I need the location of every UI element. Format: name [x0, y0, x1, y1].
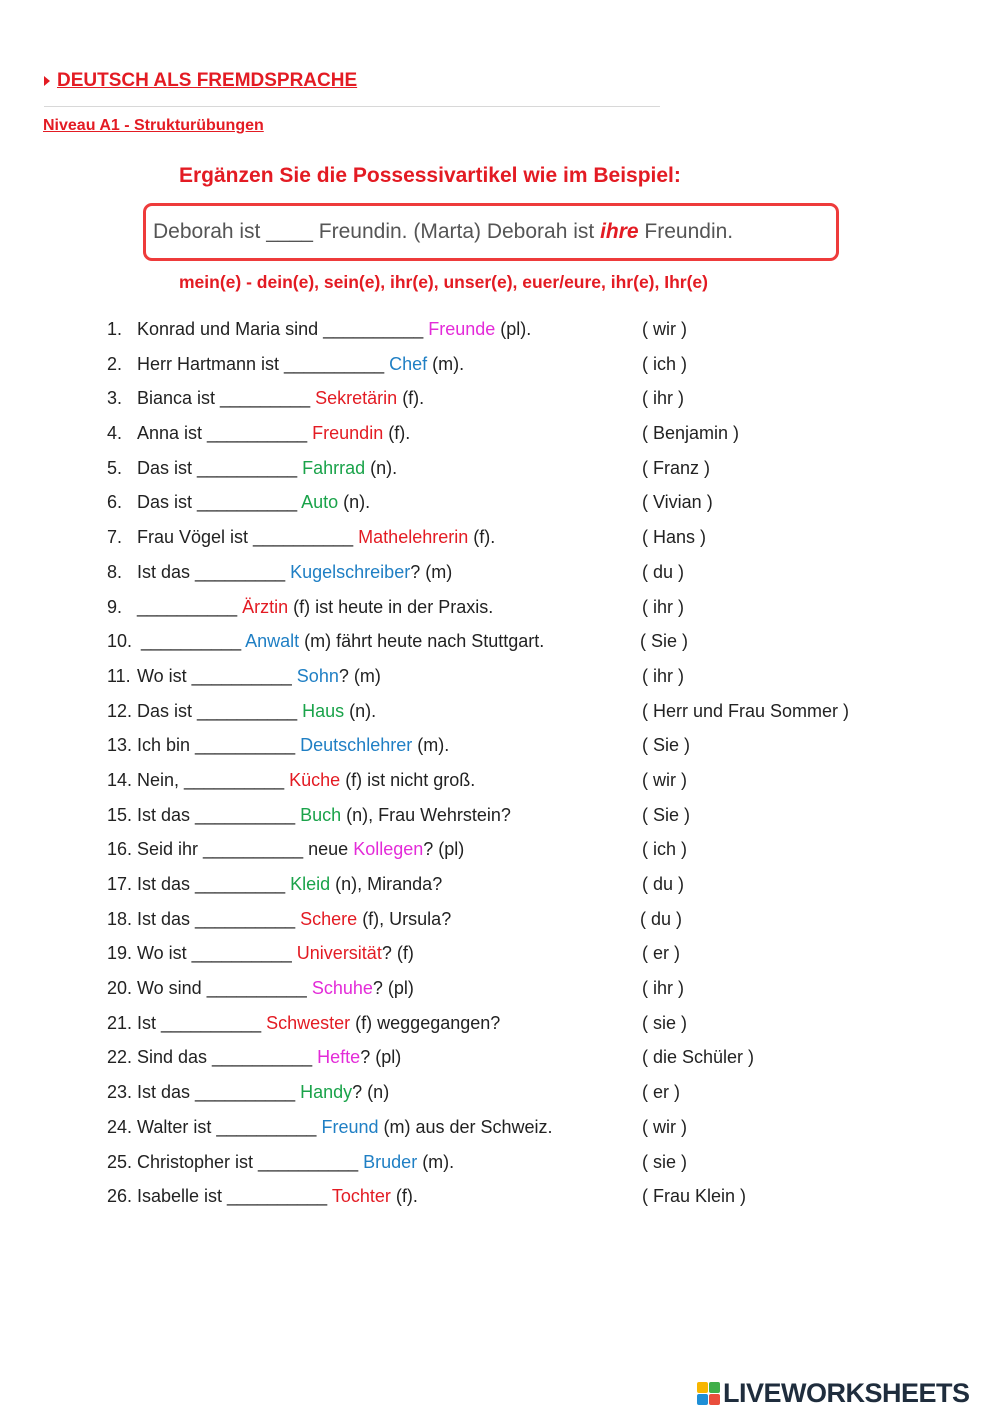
- exercise-sentence: [137, 1179, 418, 1214]
- exercise-number: 2.: [107, 353, 123, 374]
- pronoun-hint: ( Franz ): [642, 457, 711, 478]
- pronoun-hint: ( Hans ): [642, 527, 707, 548]
- exercise-sentence: [141, 624, 544, 659]
- sentence-start: Konrad und Maria sind __________: [137, 319, 429, 339]
- level-subtitle: Niveau A1 - Strukturübungen: [43, 117, 264, 134]
- sentence-start: Isabelle ist __________: [137, 1186, 332, 1207]
- logo-square: [709, 1382, 720, 1393]
- exercise-sentence: [137, 832, 464, 867]
- noun: Chef: [389, 353, 428, 374]
- sentence-end: (m).: [412, 735, 450, 756]
- sentence-end: ? (f): [381, 943, 414, 964]
- noun: Anwalt: [245, 631, 300, 652]
- noun: Schere: [300, 908, 358, 929]
- exercise-number: 9.: [107, 596, 123, 617]
- logo-square: [697, 1382, 708, 1393]
- noun: Mathelehrerin: [358, 527, 469, 548]
- sentence-start: Nein, __________: [137, 769, 290, 790]
- exercise-sentence: [137, 867, 442, 902]
- pronoun-hint: ( ich ): [642, 353, 687, 374]
- noun: Haus: [302, 700, 345, 721]
- exercise-number: 11.: [107, 665, 131, 686]
- divider: [44, 106, 660, 107]
- sentence-end: (m) aus der Schweiz.: [378, 1116, 553, 1137]
- sentence-end: (f) ist heute in der Praxis.: [288, 596, 494, 617]
- exercise-row: [0, 971, 1000, 1006]
- noun: Sekretärin: [315, 388, 398, 409]
- sentence-start: Walter ist __________: [137, 1116, 322, 1137]
- pronoun-hint: ( du ): [642, 561, 685, 582]
- noun: Tochter: [331, 1186, 391, 1207]
- noun: Handy: [300, 1082, 353, 1103]
- exercise-row: [0, 555, 1000, 590]
- exercise-row: [0, 1075, 1000, 1110]
- exercise-sentence: [137, 312, 531, 347]
- pronoun-hint: ( ihr ): [642, 596, 684, 617]
- exercise-number: 16.: [107, 839, 133, 860]
- exercise-row: [0, 902, 1000, 937]
- noun: Buch: [300, 804, 342, 825]
- example-answer: ihre: [600, 220, 639, 243]
- noun: Sohn: [296, 665, 339, 686]
- sentence-start: Das ist __________: [137, 700, 303, 721]
- pronoun-hint: ( ihr ): [642, 978, 684, 999]
- sentence-start: Wo sind __________: [137, 978, 312, 999]
- sentence-start: Ich bin __________: [137, 735, 301, 756]
- exercise-row: [0, 867, 1000, 902]
- exercise-number: 22.: [107, 1047, 133, 1068]
- exercise-row: [0, 694, 1000, 729]
- exercise-number: 21.: [107, 1012, 133, 1033]
- exercise-number: 3.: [107, 388, 123, 409]
- pronoun-hint: ( Herr und Frau Sommer ): [642, 700, 850, 721]
- sentence-end: (n), Miranda?: [330, 874, 443, 894]
- triangle-bullet-icon: [44, 76, 50, 86]
- exercise-row: [0, 381, 1000, 416]
- exercise-instruction: Ergänzen Sie die Possessivartikel wie im Beispiel:: [179, 164, 681, 187]
- noun: Universität: [296, 943, 382, 964]
- exercise-sentence: [137, 1110, 553, 1145]
- sentence-end: (n), Frau Wehrstein?: [341, 804, 511, 825]
- sentence-start: Ist das __________: [137, 908, 301, 929]
- sentence-end: (f).: [468, 527, 496, 548]
- exercise-sentence: [137, 347, 464, 382]
- sentence-end: (pl).: [495, 319, 532, 339]
- sentence-end: (m).: [427, 353, 465, 374]
- sentence-end: (f).: [397, 388, 425, 409]
- pronoun-hint: ( ihr ): [642, 388, 684, 409]
- sentence-end: ? (pl): [360, 1047, 402, 1068]
- sentence-end: ? (m): [338, 665, 381, 686]
- exercise-number: 5.: [107, 457, 123, 478]
- sentence-start: Herr Hartmann ist __________: [137, 353, 390, 374]
- exercise-row: [0, 312, 1000, 347]
- exercise-sentence: [137, 902, 451, 937]
- sentence-start: Bianca ist _________: [137, 388, 316, 409]
- pronoun-hint: ( sie ): [642, 1012, 687, 1033]
- pronoun-hint: ( ich ): [642, 839, 687, 860]
- sentence-end: (f), Ursula?: [357, 908, 452, 929]
- pronoun-hint: ( er ): [642, 1082, 680, 1103]
- sentence-end: ? (n): [352, 1082, 390, 1103]
- exercise-sentence: [137, 1075, 389, 1110]
- example-prefix: Deborah ist ____ Freundin. (Marta) Deborah ist: [153, 220, 601, 243]
- logo-square: [697, 1394, 708, 1405]
- exercise-sentence: [137, 936, 414, 971]
- noun: Bruder: [363, 1151, 418, 1172]
- pronoun-hint: ( er ): [642, 943, 680, 964]
- logo-mark-icon: [697, 1382, 720, 1405]
- pronoun-hint: ( Benjamin ): [642, 423, 740, 444]
- exercise-sentence: [137, 763, 475, 798]
- exercise-number: 1.: [107, 319, 123, 339]
- exercise-row: [0, 416, 1000, 451]
- exercise-row: [0, 659, 1000, 694]
- example-box: [143, 203, 839, 261]
- pronoun-hint: ( ihr ): [642, 665, 684, 686]
- exercise-sentence: [137, 1145, 454, 1180]
- sentence-end: ? (pl): [423, 839, 465, 860]
- exercise-row: [0, 1040, 1000, 1075]
- sentence-start: Christopher ist __________: [137, 1151, 364, 1172]
- pronoun-hint: ( sie ): [642, 1151, 687, 1172]
- liveworksheets-logo: [697, 1378, 970, 1409]
- sentence-start: Wo ist __________: [137, 665, 297, 686]
- sentence-end: (m).: [417, 1151, 455, 1172]
- exercise-number: 25.: [107, 1151, 133, 1172]
- sentence-start: Ist das __________: [137, 804, 301, 825]
- exercise-row: [0, 936, 1000, 971]
- sentence-start: Frau Vögel ist __________: [137, 527, 359, 548]
- exercise-number: 4.: [107, 423, 123, 444]
- sentence-end: (f).: [383, 423, 411, 444]
- pronoun-hint: ( Sie ): [642, 735, 691, 756]
- sentence-start: Das ist __________: [137, 457, 303, 478]
- exercise-number: 17.: [107, 874, 133, 894]
- noun: Deutschlehrer: [300, 735, 413, 756]
- logo-square: [709, 1394, 720, 1405]
- sentence-start: Ist das _________: [137, 874, 291, 894]
- pronoun-hint: ( du ): [640, 908, 683, 929]
- noun: Freund: [321, 1116, 379, 1137]
- exercise-row: [0, 1110, 1000, 1145]
- sentence-start: Ist __________: [137, 1012, 267, 1033]
- sentence-end: ? (pl): [372, 978, 414, 999]
- noun: Kleid: [290, 874, 331, 894]
- exercise-row: [0, 520, 1000, 555]
- noun: Freunde: [428, 319, 496, 339]
- exercise-sentence: [137, 451, 397, 486]
- document-title-text: DEUTSCH ALS FREMDSPRACHE: [57, 70, 358, 91]
- exercise-sentence: [137, 659, 381, 694]
- exercise-number: 15.: [107, 804, 133, 825]
- document-title: [44, 70, 357, 92]
- exercise-number: 12.: [107, 700, 133, 721]
- exercise-number: 6.: [107, 492, 123, 513]
- example-suffix: Freundin.: [638, 220, 734, 243]
- noun: Kugelschreiber: [290, 561, 411, 582]
- exercise-sentence: [137, 694, 376, 729]
- exercise-row: [0, 1179, 1000, 1214]
- sentence-end: ? (m): [410, 561, 453, 582]
- logo-text: LIVEWORKSHEETS: [723, 1378, 970, 1408]
- exercise-number: 26.: [107, 1186, 133, 1207]
- noun: Kollegen: [353, 839, 424, 860]
- noun: Schwester: [266, 1012, 351, 1033]
- exercise-sentence: [137, 590, 493, 625]
- sentence-end: (m) fährt heute nach Stuttgart.: [299, 631, 545, 652]
- sentence-start: Wo ist __________: [137, 943, 297, 964]
- exercise-number: 8.: [107, 561, 123, 582]
- exercise-row: [0, 624, 1000, 659]
- exercise-row: [0, 1145, 1000, 1180]
- exercise-row: [0, 451, 1000, 486]
- noun: Freundin: [312, 423, 384, 444]
- pronoun-hint: ( wir ): [642, 769, 687, 790]
- noun: Auto: [301, 492, 339, 513]
- exercise-number: 19.: [107, 943, 133, 964]
- exercise-row: [0, 728, 1000, 763]
- pronoun-hint: ( wir ): [642, 1116, 687, 1137]
- exercise-sentence: [137, 520, 495, 555]
- sentence-start: Seid ihr __________ neue: [137, 839, 354, 860]
- exercise-row: [0, 485, 1000, 520]
- sentence-start: __________: [137, 596, 243, 617]
- pronoun-hint: ( die Schüler ): [642, 1047, 755, 1068]
- exercise-number: 7.: [107, 527, 123, 548]
- sentence-end: (f) weggegangen?: [350, 1012, 501, 1033]
- sentence-end: (f).: [390, 1186, 418, 1207]
- sentence-end: (n).: [365, 457, 398, 478]
- sentence-start: Ist das _________: [137, 561, 291, 582]
- exercise-number: 24.: [107, 1116, 133, 1137]
- pronoun-hint: ( Vivian ): [642, 492, 713, 513]
- sentence-start: Sind das __________: [137, 1047, 318, 1068]
- exercise-sentence: [137, 728, 449, 763]
- exercise-sentence: [137, 971, 414, 1006]
- noun: Hefte: [317, 1047, 361, 1068]
- sentence-end: (f) ist nicht groß.: [340, 769, 476, 790]
- exercise-sentence: [137, 1040, 401, 1075]
- pronoun-hint: ( Frau Klein ): [642, 1186, 747, 1207]
- exercise-number: 20.: [107, 978, 133, 999]
- exercise-number: 23.: [107, 1082, 133, 1103]
- sentence-start: Das ist __________: [137, 492, 302, 513]
- exercise-row: [0, 763, 1000, 798]
- exercise-row: [0, 590, 1000, 625]
- possessive-list: mein(e) - dein(e), sein(e), ihr(e), unser(e), euer/eure, ihr(e), Ihr(e): [179, 272, 708, 292]
- sentence-end: (n).: [344, 700, 377, 721]
- exercise-list: [0, 312, 1000, 1214]
- exercise-row: [0, 1006, 1000, 1041]
- exercise-number: 10.: [107, 631, 133, 652]
- pronoun-hint: ( du ): [642, 874, 685, 894]
- exercise-row: [0, 347, 1000, 382]
- exercise-number: 18.: [107, 908, 133, 929]
- exercise-number: 14.: [107, 769, 133, 790]
- noun: Schuhe: [311, 978, 373, 999]
- sentence-start: __________: [141, 631, 246, 652]
- pronoun-hint: ( wir ): [642, 319, 687, 339]
- pronoun-hint: ( Sie ): [640, 631, 689, 652]
- exercise-sentence: [137, 381, 424, 416]
- exercise-sentence: [137, 798, 511, 833]
- exercise-row: [0, 798, 1000, 833]
- exercise-number: 13.: [107, 735, 133, 756]
- sentence-start: Anna ist __________: [137, 423, 313, 444]
- exercise-row: [0, 832, 1000, 867]
- exercise-sentence: [137, 416, 410, 451]
- exercise-sentence: [137, 555, 452, 590]
- exercise-sentence: [137, 1006, 500, 1041]
- noun: Ärztin: [242, 596, 289, 617]
- sentence-start: Ist das __________: [137, 1082, 301, 1103]
- noun: Fahrrad: [302, 457, 366, 478]
- exercise-sentence: [137, 485, 370, 520]
- noun: Küche: [289, 769, 341, 790]
- sentence-end: (n).: [338, 492, 371, 513]
- pronoun-hint: ( Sie ): [642, 804, 691, 825]
